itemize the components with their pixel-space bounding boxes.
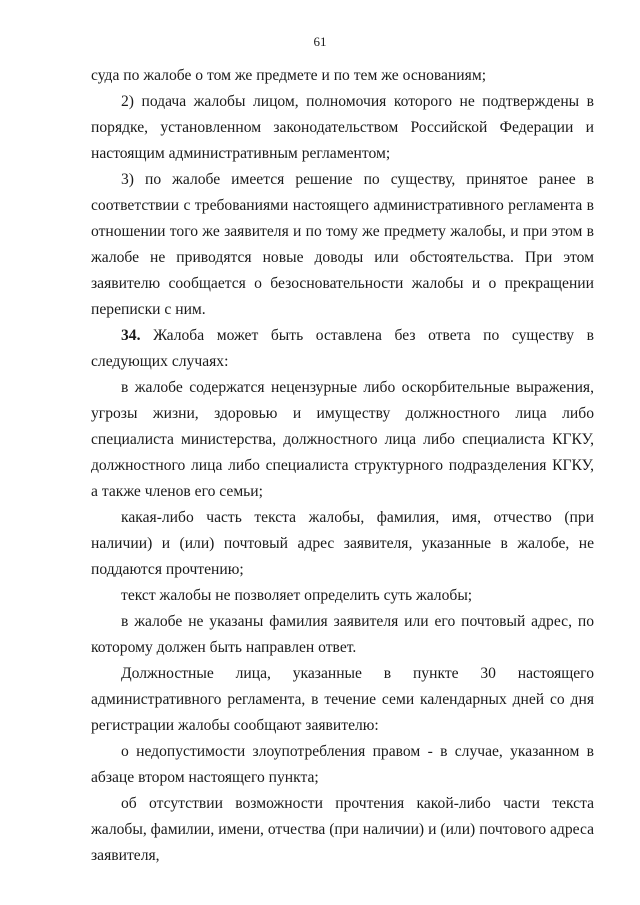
- paragraph: в жалобе не указаны фамилия заявителя или его почтовый адрес, по которому должен быть направлен ответ.: [91, 613, 594, 656]
- paragraph: какая-либо часть текста жалобы, фамилия, имя, отчество (при наличии) и (или) почтовый адрес заявителя, указанные в жалобе, не поддаются прочтению;: [91, 509, 594, 578]
- paragraph: 3) по жалобе имеется решение по существу, принятое ранее в соответствии с требованиями настоящего административного регламента в отношении того же заявителя и по тому же предмету жалобы, и при этом в жалобе не приводятся новые доводы или обстоятельства. При этом заявителю сообщается о безосновательности жалобы и о прекращении переписки с ним.: [91, 171, 594, 318]
- section-number: 34.: [121, 327, 141, 344]
- paragraph: Должностные лица, указанные в пункте 30 настоящего административного регламента, в течение семи календарных дней со дня регистрации жалобы сообщают заявителю:: [91, 665, 594, 734]
- paragraph: 2) подача жалобы лицом, полномочия которого не подтверждены в порядке, установленном законодательством Российской Федерации и настоящим административным регламентом;: [91, 93, 594, 162]
- paragraph: 34. Жалоба может быть оставлена без ответа по существу в следующих случаях:: [91, 327, 594, 370]
- document-body: [91, 63, 594, 869]
- paragraph: в жалобе содержатся нецензурные либо оскорбительные выражения, угрозы жизни, здоровью и имуществу должностного лица либо специалиста министерства, должностного лица либо специалиста КГКУ, должностного лица либо специалиста структурного подразделения КГКУ, а также членов его семьи;: [91, 379, 594, 500]
- paragraph: текст жалобы не позволяет определить суть жалобы;: [121, 587, 473, 604]
- paragraph: суда по жалобе о том же предмете и по тем же основаниям;: [91, 67, 487, 84]
- page-number: 61: [313, 34, 327, 49]
- paragraph: о недопустимости злоупотребления правом - в случае, указанном в абзаце втором настоящего пункта;: [91, 743, 594, 786]
- paragraph: об отсутствии возможности прочтения какой-либо части текста жалобы, фамилии, имени, отчества (при наличии) и (или) почтового адреса заявителя,: [91, 795, 594, 864]
